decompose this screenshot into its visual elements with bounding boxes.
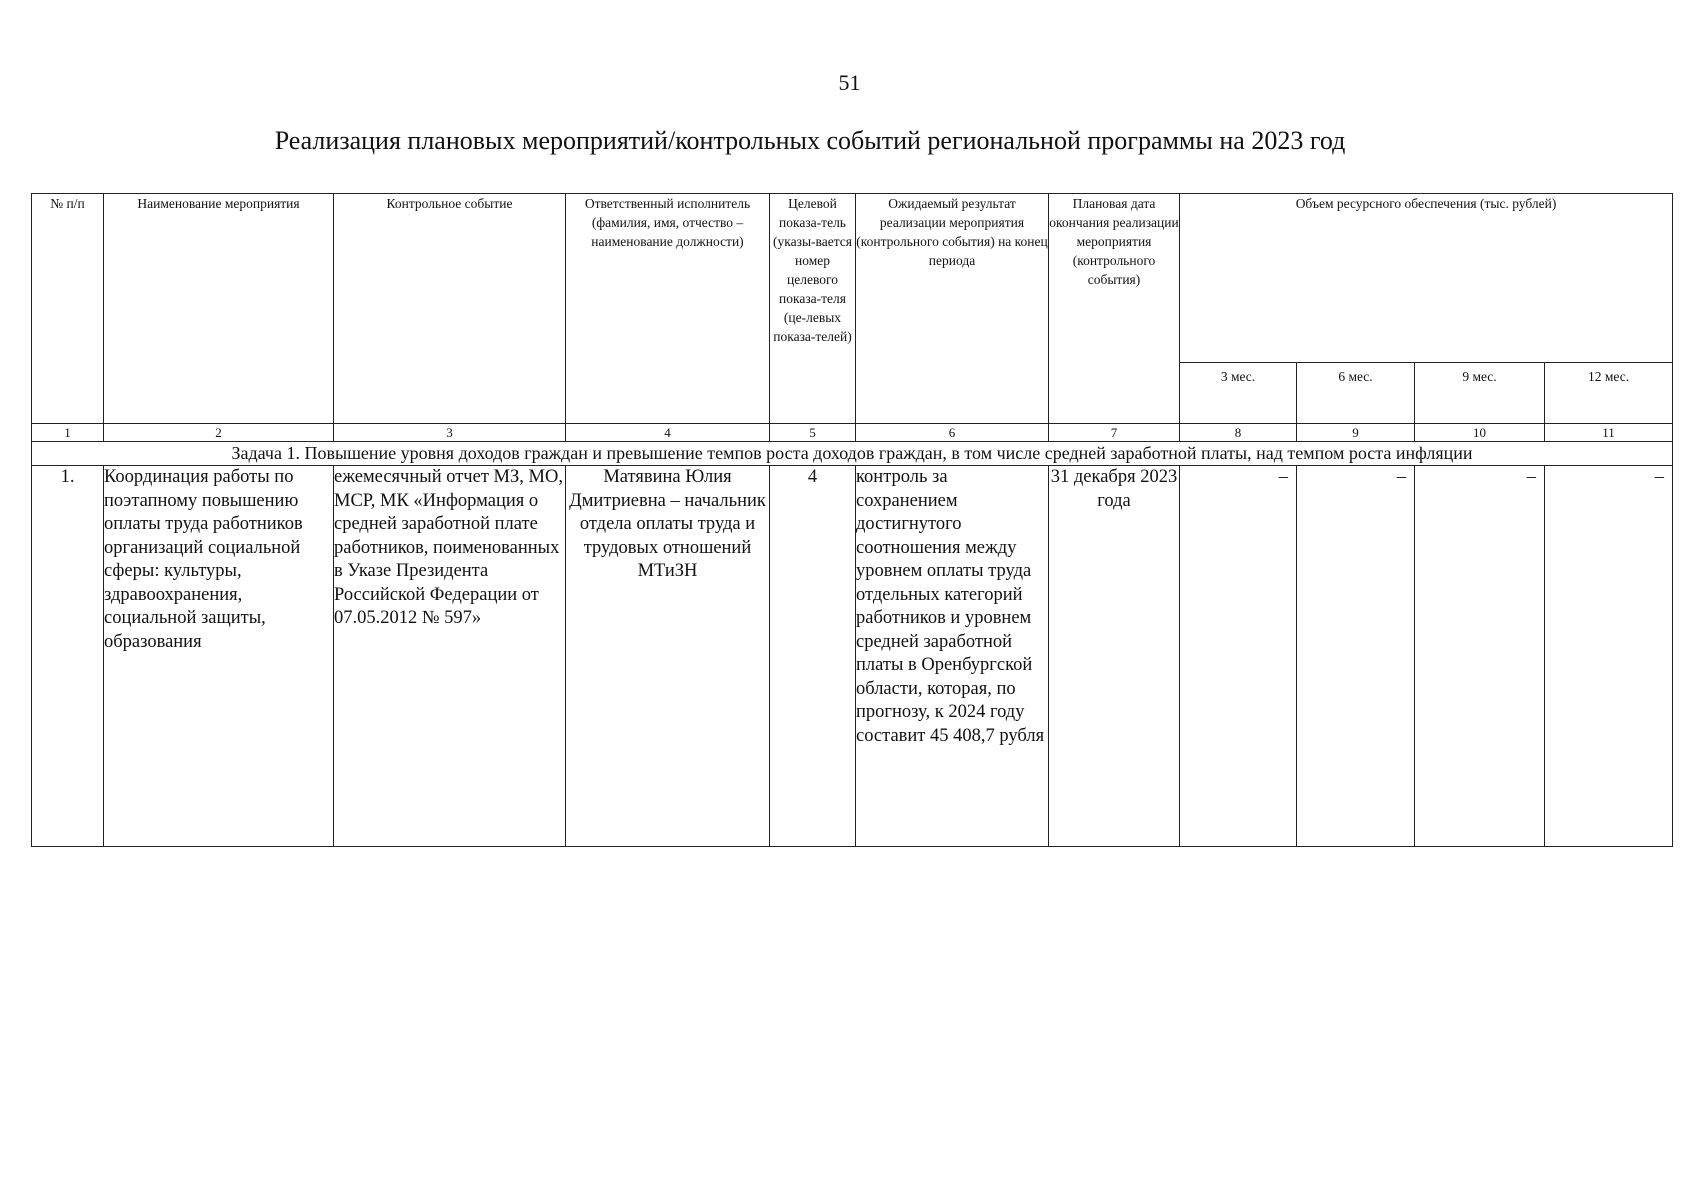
header-q12: 12 мес. <box>1545 363 1673 424</box>
plan-table <box>31 193 1673 847</box>
column-number: 5 <box>770 424 856 442</box>
header-row <box>32 194 1673 363</box>
column-number: 1 <box>32 424 104 442</box>
column-number: 6 <box>856 424 1049 442</box>
page-number: 51 <box>838 70 861 95</box>
planned-date: 31 декабря 2023 года <box>1049 466 1180 847</box>
header-executor: Ответственный исполнитель (фамилия, имя, отчество – наименование должности) <box>566 194 770 424</box>
target-indicator: 4 <box>770 466 856 847</box>
task-heading: Задача 1. Повышение уровня доходов граждан и превышение темпов роста доходов граждан, в том числе средней заработной платы, над темпом роста инфляции <box>32 442 1673 466</box>
header-q3: 3 мес. <box>1180 363 1297 424</box>
resource-q6: – <box>1297 466 1415 847</box>
resource-q9: – <box>1415 466 1545 847</box>
column-number: 2 <box>104 424 334 442</box>
table-row <box>32 466 1673 847</box>
header-name: Наименование мероприятия <box>104 194 334 424</box>
column-number: 8 <box>1180 424 1297 442</box>
header-q9: 9 мес. <box>1415 363 1545 424</box>
expected-result: контроль за сохранением достигнутого соотношения между уровнем оплаты труда отдельных категорий работников и уровнем средней заработной платы в Оренбургской области, которая, по прогнозу, к 2024 году составит 45 408,7 рубля <box>856 466 1049 847</box>
header-result: Ожидаемый результат реализации мероприятия (контрольного события) на конец периода <box>856 194 1049 424</box>
row-number: 1. <box>32 466 104 847</box>
control-event: ежемесячный отчет МЗ, МО, МСР, МК «Информация о средней заработной плате работников, поименованных в Указе Президента Российской Федерации от 07.05.2012 № 597» <box>334 466 566 847</box>
header-resources: Объем ресурсного обеспечения (тыс. рублей) <box>1180 194 1673 363</box>
responsible-executor: Матявина Юлия Дмитриевна – начальник отдела оплаты труда и трудовых отношений МТиЗН <box>566 466 770 847</box>
header-num: № п/п <box>32 194 104 424</box>
column-number: 4 <box>566 424 770 442</box>
resource-q3: – <box>1180 466 1297 847</box>
resource-q12: – <box>1545 466 1673 847</box>
header-event: Контрольное событие <box>334 194 566 424</box>
header-date: Плановая дата окончания реализации мероприятия (контрольного события) <box>1049 194 1180 424</box>
activity-name: Координация работы по поэтапному повышению оплаты труда работников организаций социальной сферы: культуры, здравоохранения, социальной защиты, образования <box>104 466 334 847</box>
column-number: 11 <box>1545 424 1673 442</box>
header-indicator: Целевой показа-тель (указы-вается номер целевого показа-теля (це-левых показа-телей) <box>770 194 856 424</box>
task-row <box>32 442 1673 466</box>
column-number: 9 <box>1297 424 1415 442</box>
header-q6: 6 мес. <box>1297 363 1415 424</box>
column-number: 10 <box>1415 424 1545 442</box>
document-title: Реализация плановых мероприятий/контрольных событий региональной программы на 2023 год <box>274 126 1346 155</box>
column-number: 7 <box>1049 424 1180 442</box>
column-numbers-row <box>32 424 1673 442</box>
column-number: 3 <box>334 424 566 442</box>
